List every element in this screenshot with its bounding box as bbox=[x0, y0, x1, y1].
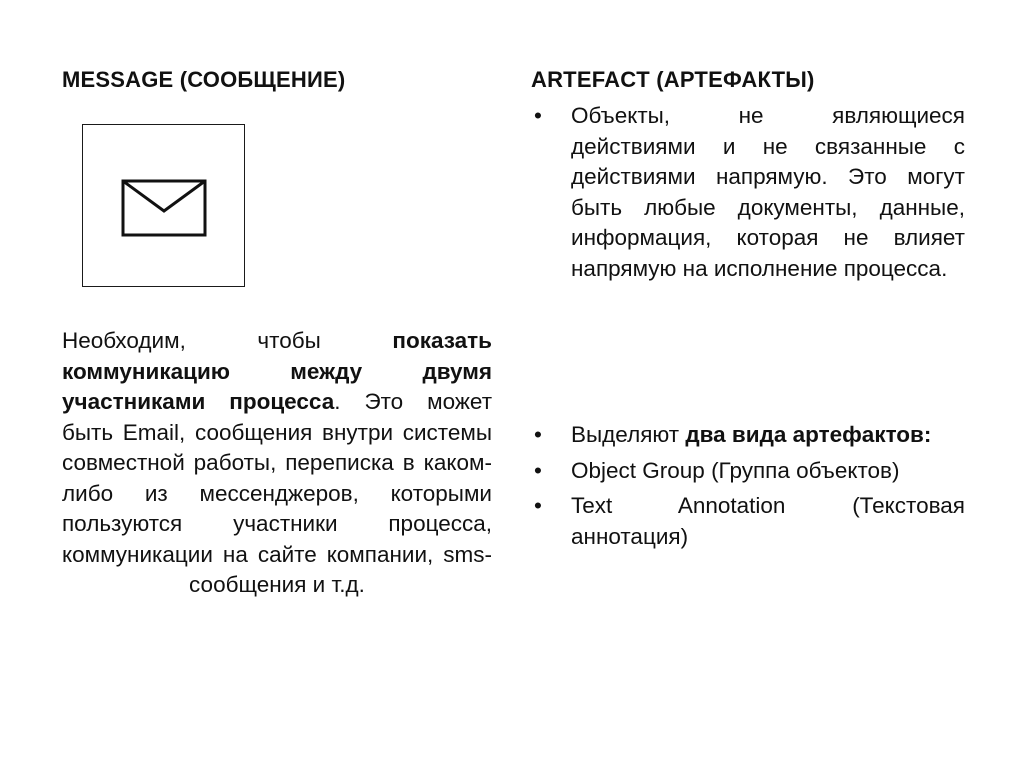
bullet-dot: • bbox=[534, 457, 542, 483]
message-description-text: Необходим, чтобы bbox=[62, 328, 393, 353]
object-group-text: Object Group (Группа объектов) bbox=[571, 457, 900, 483]
artefact-types-list bbox=[531, 420, 965, 557]
artefact-definition-list bbox=[531, 101, 965, 284]
message-heading: MESSAGE (СООБЩЕНИЕ) bbox=[62, 67, 346, 92]
message-description-bold: показать коммуникацию между двумя участниками процесса bbox=[62, 328, 492, 414]
artefact-heading: ARTEFACT (АРТЕФАКТЫ) bbox=[531, 67, 815, 92]
definition-text: Объекты, не являющиеся действиями и не связанные с действиями напрямую. Это могут быть любые документы, данные, информация, которая не влияет напрямую на исполнение процесса. bbox=[571, 103, 965, 281]
message-description bbox=[62, 326, 492, 601]
types-intro-prefix: Выделяют bbox=[571, 422, 686, 447]
message-description-text-end: . Это может быть Email, сообщения внутри системы совместной работы, переписка в каком-либо из мессенджеров, которыми пользуются участники процесса, коммуникации на сайте компании, sms-сообщения и т.д. bbox=[62, 389, 492, 597]
text-annotation-text: Text Annotation (Текстовая аннотация) bbox=[571, 493, 965, 549]
list-item-object-group bbox=[531, 456, 965, 487]
list-item-types-intro bbox=[531, 420, 965, 451]
bullet-dot: • bbox=[534, 103, 542, 128]
envelope-icon-frame bbox=[82, 124, 245, 287]
list-item-text-annotation bbox=[531, 491, 965, 552]
list-item-definition bbox=[531, 101, 965, 284]
bullet-dot: • bbox=[534, 422, 542, 447]
envelope-icon bbox=[83, 125, 246, 288]
bullet-dot: • bbox=[534, 493, 542, 518]
types-intro-bold: два вида артефактов: bbox=[685, 422, 932, 447]
